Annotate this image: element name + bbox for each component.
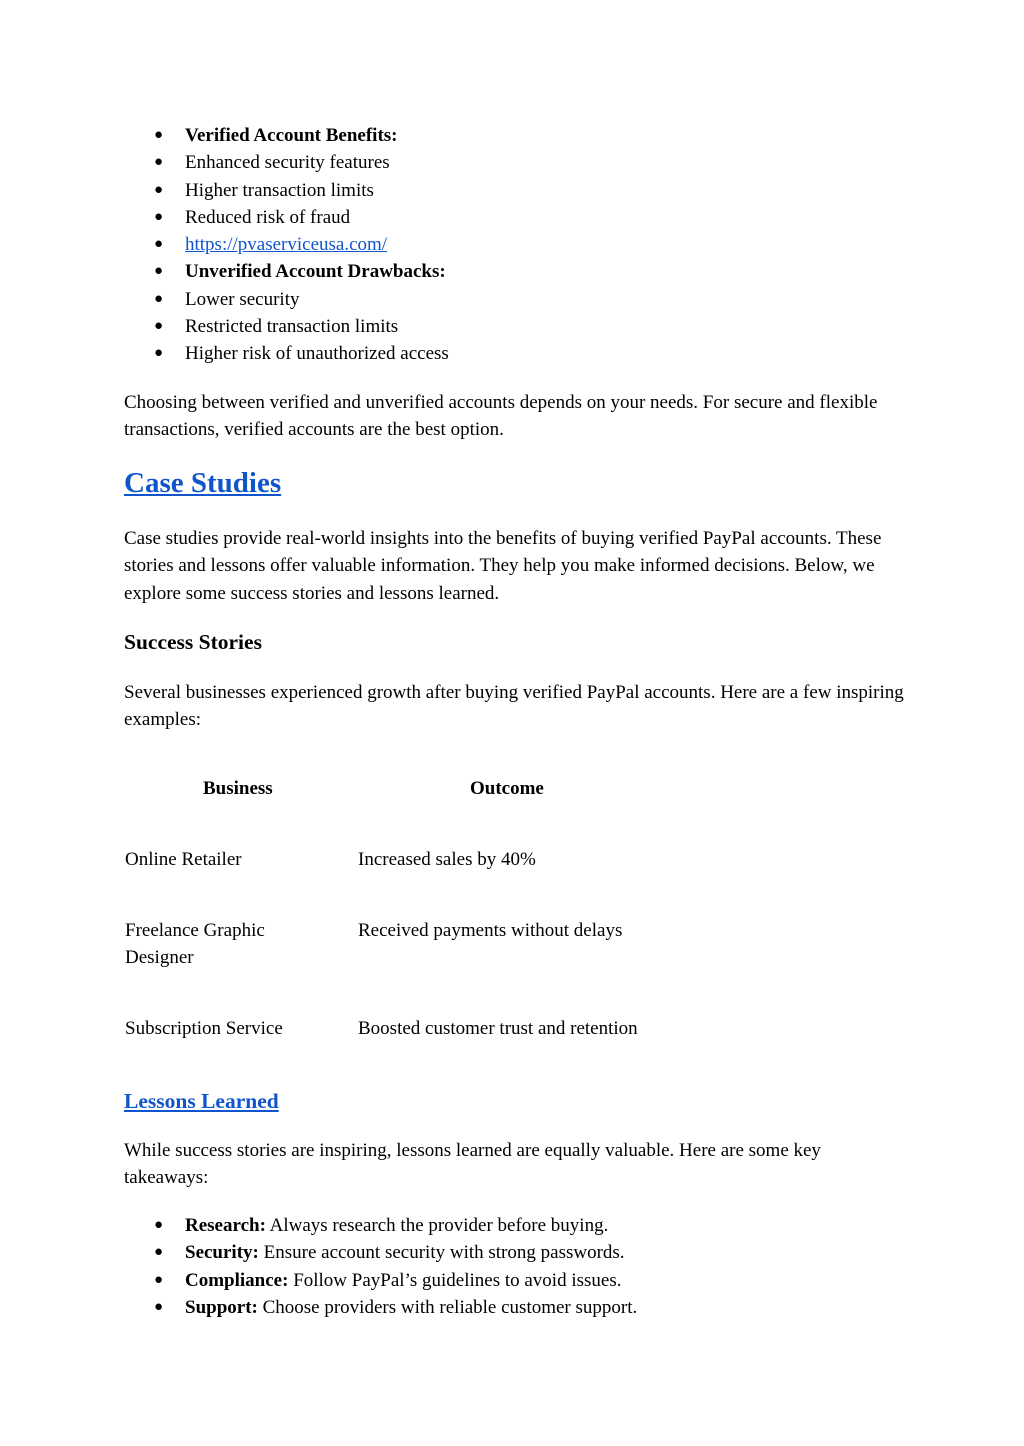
table-cell-business: Subscription Service [125, 1018, 283, 1039]
list-item: ● Enhanced security features [124, 149, 904, 176]
intro-paragraph: Choosing between verified and unverified accounts depends on your needs. For secure and flexible transactions, verified accounts are the best option. [124, 392, 878, 441]
bullet-icon: ● [154, 236, 164, 253]
bullet-icon: ● [154, 1217, 164, 1233]
bullet-icon: ● [154, 263, 164, 280]
list-item: ● Research: Always research the provider before buying. [124, 1212, 904, 1239]
list-item: ● Reduced risk of fraud [124, 204, 904, 231]
bullet-icon: ● [154, 127, 164, 143]
table-header-outcome: Outcome [470, 778, 544, 799]
table-header-business: Business [203, 778, 273, 799]
list-item: ● Verified Account Benefits: [124, 122, 904, 149]
list-item: ● Unverified Account Drawbacks: [124, 258, 904, 285]
table-cell-outcome: Received payments without delays [358, 920, 623, 941]
bullet-icon: ● [154, 1271, 164, 1288]
success-stories-table [124, 775, 904, 1065]
lessons-list [124, 1212, 904, 1321]
benefits-list [124, 122, 904, 368]
list-item: ● Higher transaction limits [124, 177, 904, 204]
bullet-icon: ● [154, 318, 164, 335]
case-studies-paragraph: Case studies provide real-world insights into the benefits of buying verified PayPal accounts. These stories and lessons offer valuable information. They help you make informed decisions. Below, we explore some success stories and lessons learned. [124, 528, 882, 604]
bullet-icon: ● [154, 1298, 164, 1315]
table-cell-business: Online Retailer [125, 849, 242, 870]
case-studies-heading[interactable]: Case Studies [124, 467, 282, 499]
list-item: ● Security: Ensure account security with strong passwords. [124, 1239, 904, 1266]
bullet-icon: ● [154, 345, 164, 362]
lessons-learned-heading[interactable]: Lessons Learned [124, 1089, 279, 1113]
list-item: ● Support: Choose providers with reliable customer support. [124, 1294, 904, 1321]
list-item: ● Restricted transaction limits [124, 313, 904, 340]
table-cell-outcome: Boosted customer trust and retention [358, 1018, 638, 1039]
bullet-icon: ● [154, 154, 164, 171]
bullet-icon: ● [154, 1244, 164, 1261]
lessons-learned-paragraph: While success stories are inspiring, lessons learned are equally valuable. Here are some key takeaways: [124, 1140, 821, 1189]
table-cell-outcome: Increased sales by 40% [358, 849, 536, 870]
success-stories-heading: Success Stories [124, 630, 262, 654]
list-item: ● Higher risk of unauthorized access [124, 340, 904, 367]
table-cell-business: Freelance Graphic Designer [125, 920, 265, 969]
list-item: ● Compliance: Follow PayPal’s guidelines to avoid issues. [124, 1267, 904, 1294]
bullet-icon: ● [154, 181, 164, 198]
bullet-icon: ● [154, 208, 164, 225]
list-item [124, 231, 904, 258]
bullet-icon: ● [154, 290, 164, 307]
list-item: ● Lower security [124, 286, 904, 313]
success-stories-paragraph: Several businesses experienced growth after buying verified PayPal accounts. Here are a few inspiring examples: [124, 682, 904, 731]
pvaserviceusa-link[interactable]: https://pvaserviceusa.com/ [185, 234, 388, 256]
